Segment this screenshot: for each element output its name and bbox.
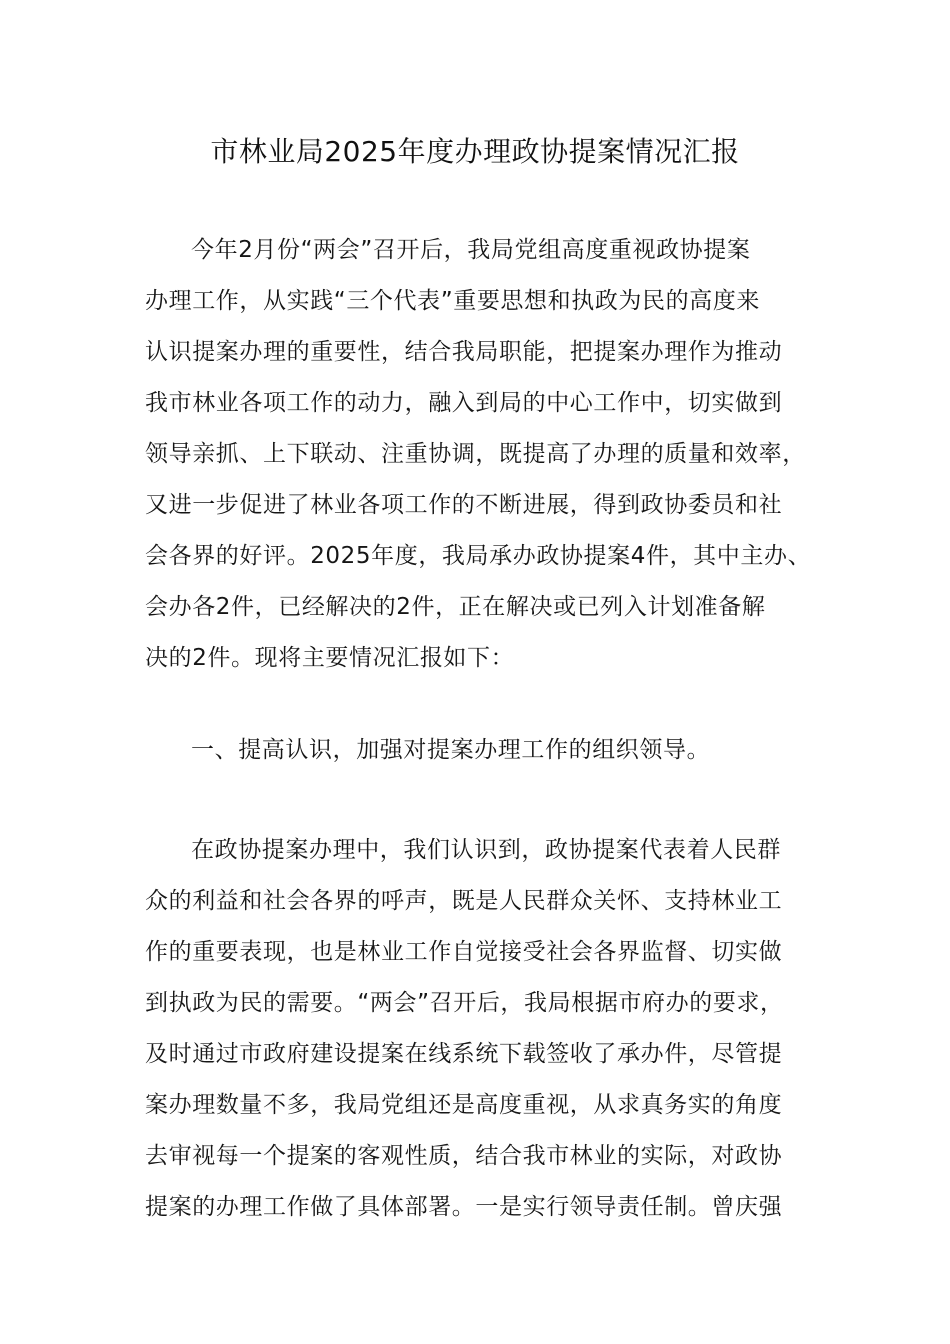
section-heading-1: 一、提高认识，加强对提案办理工作的组织领导。: [191, 737, 711, 763]
paragraph-2-line-1: 在政协提案办理中，我们认识到，政协提案代表着人民群: [191, 837, 781, 863]
paragraph-2-line-4: 到执政为民的需要。“两会”召开后，我局根据市府办的要求，: [145, 990, 784, 1016]
paragraph-1-line-9: 决的2件。现将主要情况汇报如下：: [145, 645, 515, 671]
paragraph-2-line-6: 案办理数量不多，我局党组还是高度重视，从求真务实的角度: [145, 1092, 783, 1118]
paragraph-1-line-1: 今年2月份“两会”召开后，我局党组高度重视政协提案: [191, 237, 751, 263]
paragraph-2-line-7: 去审视每一个提案的客观性质，结合我市林业的实际，对政协: [145, 1143, 783, 1169]
paragraph-2-line-8: 提案的办理工作做了具体部署。一是实行领导责任制。曾庆强: [145, 1194, 783, 1220]
paragraph-2-line-5: 及时通过市政府建设提案在线系统下载签收了承办件，尽管提: [145, 1041, 783, 1067]
paragraph-1-line-8: 会办各2件，已经解决的2件，正在解决或已列入计划准备解: [145, 594, 766, 620]
document-title: 市林业局2025年度办理政协提案情况汇报: [210, 135, 740, 168]
paragraph-2-line-2: 众的利益和社会各界的呼声，既是人民群众关怀、支持林业工: [145, 888, 783, 914]
paragraph-1-line-7: 会各界的好评。2025年度，我局承办政协提案4件，其中主办、: [145, 543, 812, 569]
paragraph-1-line-6: 又进一步促进了林业各项工作的不断进展，得到政协委员和社: [145, 492, 783, 518]
paragraph-1-line-5: 领导亲抓、上下联动、注重协调，既提高了办理的质量和效率，: [145, 441, 806, 467]
paragraph-2-line-3: 作的重要表现，也是林业工作自觉接受社会各界监督、切实做: [145, 939, 783, 965]
paragraph-1-line-4: 我市林业各项工作的动力，融入到局的中心工作中，切实做到: [145, 390, 783, 416]
paragraph-1-line-2: 办理工作，从实践“三个代表”重要思想和执政为民的高度来: [145, 288, 761, 314]
paragraph-1-line-3: 认识提案办理的重要性，结合我局职能，把提案办理作为推动: [145, 339, 783, 365]
